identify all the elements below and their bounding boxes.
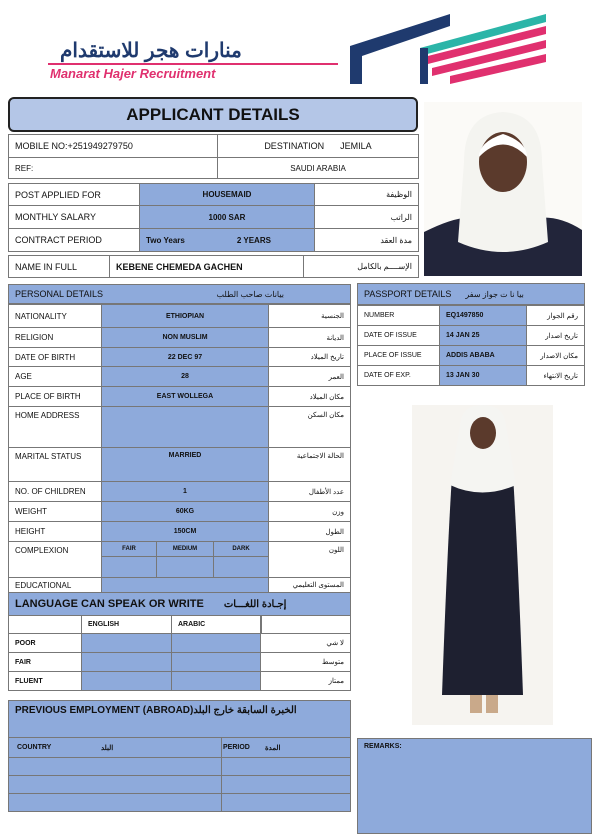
employment-country-label: COUNTRY xyxy=(17,744,52,751)
passport-header-ar: بيا نا ت جواز سفر xyxy=(465,289,524,299)
name-ar: الإســــم بالكامل xyxy=(303,255,419,278)
personal-header-label: PERSONAL DETAILS xyxy=(15,289,104,299)
personal-row-value: 22 DEC 97 xyxy=(101,347,269,367)
passport-row-ar: تاريخ اصدار xyxy=(526,325,585,346)
contract-value-2: 2 YEARS xyxy=(236,235,271,245)
page-title: APPLICANT DETAILS xyxy=(8,97,418,132)
personal-row-label: COMPLEXION xyxy=(8,541,102,578)
personal-row-label: MARITAL STATUS xyxy=(8,447,102,482)
language-header-ar: إجـادة اللغـــات xyxy=(223,598,287,610)
personal-row-ar: مكان السكن xyxy=(268,406,351,448)
passport-row-value: 14 JAN 25 xyxy=(439,325,527,346)
destination xyxy=(217,134,419,158)
passport-row-value: ADDIS ABABA xyxy=(439,345,527,366)
employment-period-label: PERIOD xyxy=(223,744,250,751)
personal-row-label: DATE OF BIRTH xyxy=(8,347,102,367)
language-cell xyxy=(171,633,261,653)
complexion-option-dark: DARK xyxy=(213,541,269,557)
personal-row-label: HEIGHT xyxy=(8,521,102,542)
post-label: POST APPLIED FOR xyxy=(8,183,140,206)
applicant-full-body-photo xyxy=(412,405,553,725)
logo-divider xyxy=(48,63,338,65)
personal-row-label: NO. OF CHILDREN xyxy=(8,481,102,502)
language-cell xyxy=(81,633,172,653)
language-row-ar: لا شي xyxy=(260,633,351,653)
personal-row-label: WEIGHT xyxy=(8,501,102,522)
personal-row-label: HOME ADDRESS xyxy=(8,406,102,448)
personal-row-ar: الحالة الاجتماعية xyxy=(268,447,351,482)
personal-row-label: AGE xyxy=(8,366,102,387)
language-row-label: FLUENT xyxy=(8,671,82,691)
language-cell xyxy=(171,671,261,691)
applicant-portrait-photo xyxy=(424,102,582,276)
personal-row-ar: الجنسية xyxy=(268,304,351,328)
contract-value-1: Two Years xyxy=(146,235,185,245)
name-label: NAME IN FULL xyxy=(8,255,110,278)
personal-row-label: EDUCATIONAL xyxy=(8,577,102,593)
complexion-option-medium: MEDIUM xyxy=(156,541,214,557)
passport-row-label: DATE OF ISSUE xyxy=(357,325,440,346)
salary-ar: الراتب xyxy=(314,205,419,229)
complexion-box xyxy=(213,556,269,578)
ref-label: REF: xyxy=(8,157,218,179)
passport-row-value: 13 JAN 30 xyxy=(439,365,527,386)
personal-row-value: 60KG xyxy=(101,501,269,522)
personal-row-label: RELIGION xyxy=(8,327,102,348)
passport-details-header xyxy=(357,283,585,305)
country-value: SAUDI ARABIA xyxy=(217,157,419,179)
post-ar: الوظيفة xyxy=(314,183,419,206)
destination-value: JEMILA xyxy=(340,141,372,151)
employment-header xyxy=(8,700,351,738)
destination-label: DESTINATION xyxy=(264,141,325,151)
personal-row-ar: العمر xyxy=(268,366,351,387)
employment-row xyxy=(8,793,351,812)
personal-row-ar: تاريخ الميلاد xyxy=(268,347,351,367)
employment-country-ar: البلد xyxy=(101,744,114,752)
logo-arabic-text: منارات هجر للاستقدام xyxy=(60,40,242,62)
employment-header-ar: الخبرة السابقة خارج البلد xyxy=(193,705,297,716)
personal-row-value xyxy=(101,577,269,593)
mobile-number: MOBILE NO:+251949279750 xyxy=(8,134,218,158)
employment-divider xyxy=(221,737,222,812)
logo-english-text: Manarat Hajer Recruitment xyxy=(50,66,216,81)
personal-row-ar: مكان الميلاد xyxy=(268,386,351,407)
personal-row-label: PLACE OF BIRTH xyxy=(8,386,102,407)
personal-row-ar: الديانة xyxy=(268,327,351,348)
language-column-english: ENGLISH xyxy=(81,615,172,634)
employment-row xyxy=(8,775,351,794)
passport-row-label: NUMBER xyxy=(357,305,440,326)
language-cell xyxy=(81,671,172,691)
passport-row-value: EQ1497850 xyxy=(439,305,527,326)
personal-row-value: 150CM xyxy=(101,521,269,542)
language-header-label: LANGUAGE CAN SPEAK OR WRITE xyxy=(15,598,204,610)
logo xyxy=(40,8,560,88)
language-row-label: FAIR xyxy=(8,652,82,672)
employment-header-label: PREVIOUS EMPLOYMENT (ABROAD) xyxy=(15,705,194,716)
passport-row-label: PLACE OF ISSUE xyxy=(357,345,440,366)
passport-row-ar: تاريخ الانتهاء xyxy=(526,365,585,386)
language-row-ar: ممتاز xyxy=(260,671,351,691)
logo-house-icon xyxy=(350,8,560,88)
portrait-figure-icon xyxy=(424,102,582,276)
personal-header-ar: بيانات صاحب الطلب xyxy=(216,289,284,299)
complexion-option-fair: FAIR xyxy=(101,541,157,557)
personal-row-value xyxy=(101,406,269,448)
full-body-figure-icon xyxy=(412,405,553,725)
employment-row xyxy=(8,757,351,776)
personal-details-header xyxy=(8,284,351,304)
personal-row-ar: وزن xyxy=(268,501,351,522)
employment-period-ar: المدة xyxy=(265,744,281,752)
language-row-label: POOR xyxy=(8,633,82,653)
complexion-box xyxy=(156,556,214,578)
remarks-box xyxy=(357,738,592,834)
name-value: KEBENE CHEMEDA GACHEN xyxy=(109,255,304,278)
complexion-box xyxy=(101,556,157,578)
contract-ar: مدة العقد xyxy=(314,228,419,252)
personal-row-value: NON MUSLIM xyxy=(101,327,269,348)
post-value: HOUSEMAID xyxy=(139,183,315,206)
contract-value xyxy=(139,228,315,252)
language-cell xyxy=(171,652,261,672)
personal-row-label: NATIONALITY xyxy=(8,304,102,328)
personal-row-ar: المستوى التعليمي xyxy=(268,577,351,593)
personal-row-value: EAST WOLLEGA xyxy=(101,386,269,407)
salary-value: 1000 SAR xyxy=(139,205,315,229)
remarks-label: REMARKS: xyxy=(364,743,402,750)
language-column-arabic: ARABIC xyxy=(171,615,262,634)
personal-row-ar: اللون xyxy=(268,541,351,578)
personal-row-value: ETHIOPIAN xyxy=(101,304,269,328)
language-corner xyxy=(260,615,351,634)
passport-row-ar: رقم الجواز xyxy=(526,305,585,326)
language-header xyxy=(8,592,351,616)
personal-row-value: 28 xyxy=(101,366,269,387)
language-row-ar: متوسط xyxy=(260,652,351,672)
language-corner xyxy=(8,615,82,634)
passport-row-ar: مكان الاصدار xyxy=(526,345,585,366)
passport-row-label: DATE OF EXP. xyxy=(357,365,440,386)
salary-label: MONTHLY SALARY xyxy=(8,205,140,229)
employment-column-row xyxy=(8,737,351,758)
personal-row-ar: الطول xyxy=(268,521,351,542)
personal-row-value: 1 xyxy=(101,481,269,502)
language-cell xyxy=(81,652,172,672)
personal-row-value: MARRIED xyxy=(101,447,269,482)
personal-row-ar: عدد الأطفال xyxy=(268,481,351,502)
contract-label: CONTRACT PERIOD xyxy=(8,228,140,252)
passport-header-label: PASSPORT DETAILS xyxy=(364,289,452,299)
